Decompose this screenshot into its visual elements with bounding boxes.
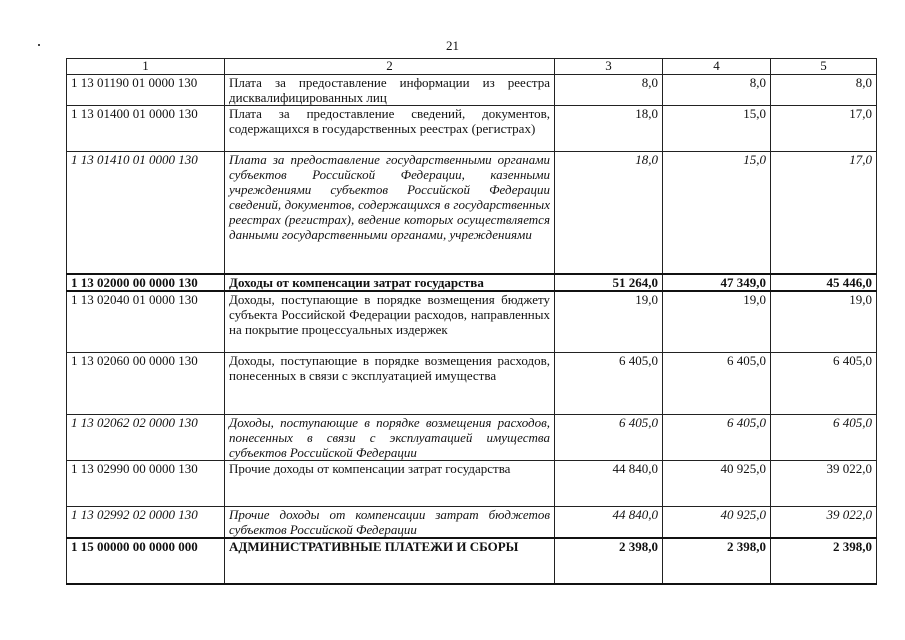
value-col3-cell: 44 840,0 bbox=[555, 507, 663, 539]
value-col4-cell: 6 405,0 bbox=[663, 415, 771, 461]
column-number-5: 5 bbox=[771, 59, 877, 75]
revenue-name-cell: Прочие доходы от компенсации затрат государства bbox=[225, 461, 555, 507]
table-row bbox=[67, 291, 877, 353]
value-col3-cell: 8,0 bbox=[555, 75, 663, 106]
value-col5-cell: 17,0 bbox=[771, 152, 877, 274]
revenue-name-cell: Доходы, поступающие в порядке возмещения расходов, понесенных в связи с эксплуатацией имущества bbox=[225, 353, 555, 415]
revenue-name-cell: Доходы, поступающие в порядке возмещения расходов, понесенных в связи с эксплуатацией имущества субъектов Российской Федерации bbox=[225, 415, 555, 461]
value-col4-cell: 40 925,0 bbox=[663, 461, 771, 507]
budget-code-cell: 1 13 02990 00 0000 130 bbox=[67, 461, 225, 507]
value-col5-cell: 19,0 bbox=[771, 291, 877, 353]
revenue-table bbox=[66, 58, 877, 585]
budget-code-cell: 1 13 01400 01 0000 130 bbox=[67, 106, 225, 152]
value-col3-cell: 6 405,0 bbox=[555, 415, 663, 461]
page-number: 21 bbox=[446, 38, 459, 53]
revenue-name-cell: Плата за предоставление сведений, документов, содержащихся в государственных реестрах (регистрах) bbox=[225, 106, 555, 152]
budget-code-cell: 1 13 02062 02 0000 130 bbox=[67, 415, 225, 461]
table-body bbox=[67, 75, 877, 585]
value-col5-cell: 39 022,0 bbox=[771, 507, 877, 539]
value-col3-cell: 44 840,0 bbox=[555, 461, 663, 507]
value-col5-cell: 8,0 bbox=[771, 75, 877, 106]
column-number-4: 4 bbox=[663, 59, 771, 75]
value-col4-cell: 6 405,0 bbox=[663, 353, 771, 415]
value-col3-cell: 18,0 bbox=[555, 152, 663, 274]
value-col5-cell: 6 405,0 bbox=[771, 415, 877, 461]
revenue-name-cell: АДМИНИСТРАТИВНЫЕ ПЛАТЕЖИ И СБОРЫ bbox=[225, 538, 555, 584]
revenue-name-cell: Доходы, поступающие в порядке возмещения бюджету субъекта Российской Федерации расходов, направленных на покрытие процессуальных издержек bbox=[225, 291, 555, 353]
budget-code-cell: 1 15 00000 00 0000 000 bbox=[67, 538, 225, 584]
value-col5-cell: 17,0 bbox=[771, 106, 877, 152]
value-col3-cell: 19,0 bbox=[555, 291, 663, 353]
revenue-name-cell: Плата за предоставление информации из реестра дисквалифицированных лиц bbox=[225, 75, 555, 106]
column-number-2: 2 bbox=[225, 59, 555, 75]
table-row bbox=[67, 152, 877, 274]
value-col4-cell: 8,0 bbox=[663, 75, 771, 106]
table-row bbox=[67, 274, 877, 291]
value-col4-cell: 19,0 bbox=[663, 291, 771, 353]
value-col3-cell: 18,0 bbox=[555, 106, 663, 152]
revenue-name-cell: Плата за предоставление государственными органами субъектов Российской Федерации, казенными учреждениями субъектов Российской Федерации сведений, документов, содержащихся в государственных реестрах (регистрах), ведение которых осуществляется данными государственными органами, учреждениями bbox=[225, 152, 555, 274]
column-number-row bbox=[67, 59, 877, 75]
budget-code-cell: 1 13 02000 00 0000 130 bbox=[67, 274, 225, 291]
value-col3-cell: 51 264,0 bbox=[555, 274, 663, 291]
value-col4-cell: 47 349,0 bbox=[663, 274, 771, 291]
column-number-1: 1 bbox=[67, 59, 225, 75]
budget-code-cell: 1 13 01190 01 0000 130 bbox=[67, 75, 225, 106]
table-row bbox=[67, 353, 877, 415]
value-col4-cell: 2 398,0 bbox=[663, 538, 771, 584]
budget-code-cell: 1 13 01410 01 0000 130 bbox=[67, 152, 225, 274]
value-col5-cell: 6 405,0 bbox=[771, 353, 877, 415]
revenue-name-cell: Доходы от компенсации затрат государства bbox=[225, 274, 555, 291]
table-row bbox=[67, 415, 877, 461]
revenue-name-cell: Прочие доходы от компенсации затрат бюджетов субъектов Российской Федерации bbox=[225, 507, 555, 539]
column-number-3: 3 bbox=[555, 59, 663, 75]
value-col5-cell: 39 022,0 bbox=[771, 461, 877, 507]
value-col3-cell: 2 398,0 bbox=[555, 538, 663, 584]
budget-code-cell: 1 13 02060 00 0000 130 bbox=[67, 353, 225, 415]
budget-code-cell: 1 13 02992 02 0000 130 bbox=[67, 507, 225, 539]
table-row bbox=[67, 507, 877, 539]
table-row bbox=[67, 461, 877, 507]
value-col3-cell: 6 405,0 bbox=[555, 353, 663, 415]
table-row bbox=[67, 75, 877, 106]
value-col5-cell: 2 398,0 bbox=[771, 538, 877, 584]
value-col5-cell: 45 446,0 bbox=[771, 274, 877, 291]
table-row bbox=[67, 538, 877, 584]
table-row bbox=[67, 106, 877, 152]
scan-speck bbox=[38, 44, 40, 46]
value-col4-cell: 40 925,0 bbox=[663, 507, 771, 539]
value-col4-cell: 15,0 bbox=[663, 152, 771, 274]
value-col4-cell: 15,0 bbox=[663, 106, 771, 152]
budget-code-cell: 1 13 02040 01 0000 130 bbox=[67, 291, 225, 353]
